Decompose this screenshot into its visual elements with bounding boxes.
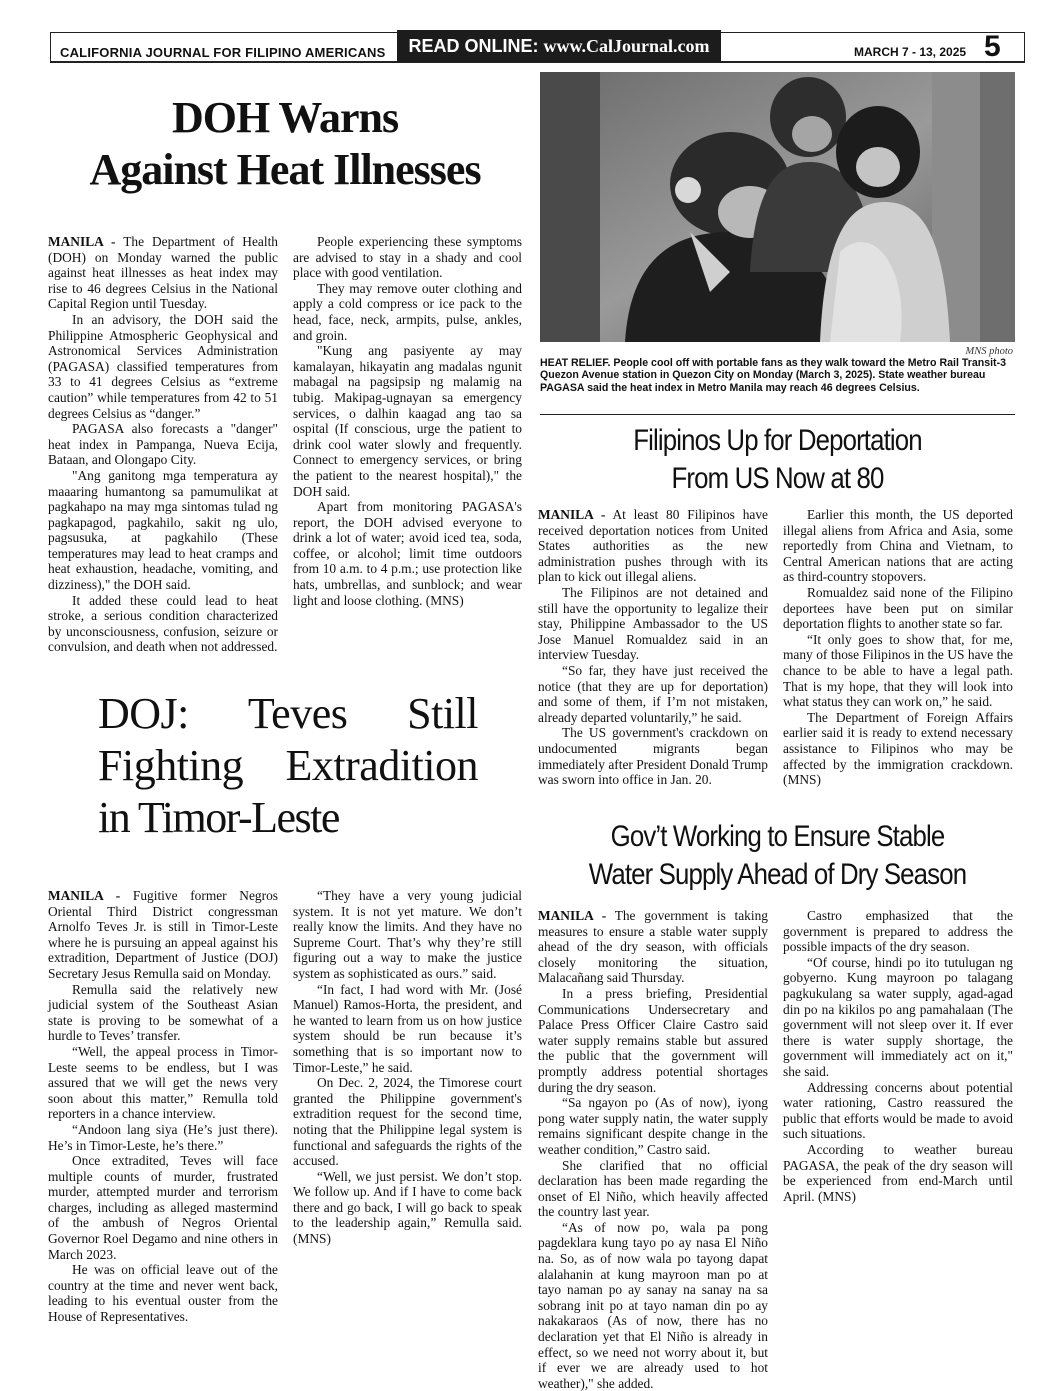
doj-headline: [98, 688, 478, 844]
doj-paragraph-4: “Andoon lang siya (He’s just there). He’s in Timor-Leste, he’s there.”: [48, 1121, 278, 1153]
deportation-paragraph-1: MANILA - At least 80 Filipinos have received deportation notices from United States authorities as the new administration pushes through with its plan to kick out illegal aliens.: [538, 507, 768, 585]
water-dateline: MANILA -: [538, 908, 607, 923]
water-headline: [573, 818, 982, 894]
water-paragraph-7: “Of course, hindi po ito tutulugan ng gobyerno. Kung mayroon po talagang pagkukulang sa water supply, agad-agad din po na kikilos po ang pamahalaan (The government will not sleep over it. If ever there is water supply shortage, the government will immediately act on it," she said.: [783, 954, 1013, 1079]
doh-article-column-1: [48, 234, 278, 655]
doh-headline: [40, 92, 530, 196]
read-online-banner[interactable]: [397, 30, 721, 62]
doj-paragraph-10: “Well, we just persist. We don’t stop. We follow up. And if I have to come back there and go back, I will go back to speak to the leadership again,” Remulla said. (MNS): [293, 1168, 522, 1247]
page-number: 5: [984, 30, 1001, 63]
caption-rule: [540, 414, 1015, 415]
deportation-paragraph-7: “It only goes to show that, for me, many of those Filipinos in the US have the chance to be able to have a legal path. That is my hope, that they will look into what status they can work on,” he said.: [783, 631, 1013, 710]
water-paragraph-3: “Sa ngayon po (As of now), iyong pong water supply natin, the water supply remains significant despite change in the weather condition,” Castro said.: [538, 1095, 768, 1157]
photo-credit: MNS photo: [965, 346, 1013, 357]
doj-headline-line-2: Fighting Extradition: [98, 741, 478, 790]
deportation-paragraph-6: Romualdez said none of the Filipino deportees have been put on similar deportation flights to another state so far.: [783, 584, 1013, 632]
heat-relief-photo: [540, 72, 1015, 342]
read-online-label: READ ONLINE:: [408, 36, 539, 56]
photo-caption: HEAT RELIEF. People cool off with portable fans as they walk toward the Metro Rail Transit-3 Quezon Avenue station in Quezon City on Monday (March 3, 2025). State weather bureau PAGASA said the heat index in Metro Manila may reach 46 degrees Celsius.: [540, 357, 1006, 394]
water-paragraph-1: MANILA - The government is taking measures to ensure a stable water supply ahead of the dry season, with officials closely monitoring the situation, Malacañang said Thursday.: [538, 908, 768, 986]
doj-paragraph-9: On Dec. 2, 2024, the Timorese court granted the Philippine government's extradition request for the second time, noting that the Philippine legal system is functional and safeguards the rights of the accused.: [293, 1075, 522, 1169]
publication-name: CALIFORNIA JOURNAL FOR FILIPINO AMERICANS: [60, 45, 386, 60]
doj-paragraph-7: “They have a very young judicial system. It is not yet mature. We don’t really know the limits. And they have no Supreme Court. That’s why they’re still figuring out a way to make the justice system as sophisticated as ours.” said.: [293, 888, 522, 981]
website-link[interactable]: www.CalJournal.com: [543, 36, 710, 56]
issue-date: MARCH 7 - 13, 2025: [854, 45, 967, 59]
deportation-article-column-2: [783, 507, 1013, 788]
doh-article-column-2: [293, 234, 522, 608]
doj-paragraph-8: “In fact, I had word with Mr. (José Manuel) Ramos-Horta, the president, and he wanted to learn from us on how justice system should be run because it’s something that is so important now to Timor-Leste,” he said.: [293, 981, 522, 1075]
doh-paragraph-5: It added these could lead to heat stroke, a serious condition characterized by unconsciousness, confusion, seizure or convulsion, and death when not addressed.: [48, 592, 278, 655]
doh-paragraph-3: PAGASA also forecasts a "danger" heat index in Pampanga, Nueva Ecija, Bataan, and Olongapo City.: [48, 421, 278, 468]
doh-paragraph-6: People experiencing these symptoms are advised to stay in a shady and cool place with good ventilation.: [293, 234, 522, 281]
doh-headline-line-1: DOH Warns: [171, 93, 399, 142]
deportation-headline-line-1: Filipinos Up for Deportation: [633, 424, 922, 457]
water-paragraph-5: “As of now po, wala pa pong pagdeklara kung tayo po ay nasa El Niño na. So, as of now wala po tayong dapat alalahanin at kung mayroon man po at tayo naman po ay sanay na sanay na sa sobrang init po at tayo naman din po ay nakakaraos (As of now, there has no declaration yet that El Niño is already in effect, so we need not worry about it, but if ever we are already used to hot weather)," she added.: [538, 1219, 768, 1391]
water-paragraph-8: Addressing concerns about potential water rationing, Castro reassured the public that efforts would be made to avoid such situations.: [783, 1079, 1013, 1142]
doj-article-column-1: [48, 888, 278, 1325]
doh-paragraph-4: "Ang ganitong mga temperatura ay maaaring humantong sa pamumulikat at pagkahapo na may mga sintomas tulad ng pagkapagod, pagkahilo, sakit ng ulo, pagsusuka, at pagkahilo (These temperatures may lead to heat cramps and heat exhaustion, headache, vomiting, and dizziness)," the DOH said.: [48, 467, 278, 593]
doj-paragraph-1: MANILA - Fugitive former Negros Oriental Third District congressman Arnolfo Teves Jr. is still in Timor-Leste where he is pursuing an appeal against his extradition, Department of Justice (DOJ) Secretary Jesus Remulla said on Monday.: [48, 888, 278, 981]
water-article-column-1: [538, 908, 768, 1391]
doh-dateline: MANILA -: [48, 234, 116, 249]
deportation-paragraph-4: The US government's crackdown on undocumented migrants began immediately after President Donald Trump was sworn into office in Jan. 20.: [538, 725, 768, 788]
photo-illustration: [540, 72, 1015, 342]
water-paragraph-6: Castro emphasized that the government is prepared to address the possible impacts of the dry season.: [783, 908, 1013, 955]
doh-paragraph-7: They may remove outer clothing and apply a cold compress or ice pack to the head, face, neck, armpits, pulse, ankles, and groin.: [293, 280, 522, 343]
deportation-paragraph-3: “So far, they have just received the notice (that they are up for deportation) and some of them, if I’m not mistaken, already departed voluntarily,” he said.: [538, 662, 768, 725]
deportation-paragraph-8: The Department of Foreign Affairs earlier said it is ready to extend necessary assistance to Filipinos who may be affected by the immigration crackdown. (MNS): [783, 709, 1013, 788]
masthead-right-border: [1024, 32, 1025, 61]
masthead-left-border: [50, 32, 51, 61]
water-article-column-2: [783, 908, 1013, 1204]
doj-paragraph-6: He was on official leave out of the country at the time and never went back, leading to his eventual ouster from the House of Representatives.: [48, 1262, 278, 1325]
doh-paragraph-1: MANILA - The Department of Health (DOH) on Monday warned the public against heat illnesses as heat index may rise to 46 degrees Celsius in the National Capital Region until Tuesday.: [48, 234, 278, 312]
doj-headline-line-3: in Timor-Leste: [98, 793, 339, 842]
water-headline-line-2: Water Supply Ahead of Dry Season: [588, 858, 967, 891]
doh-paragraph-9: Apart from monitoring PAGASA's report, the DOH advised everyone to drink a lot of water; avoid iced tea, soda, coffee, or alcohol; limit time outdoors from 10 a.m. to 4 p.m.; use protection like hats, umbrellas, and sunblock; and wear light and loose clothing. (MNS): [293, 499, 522, 608]
deportation-headline-line-2: From US Now at 80: [671, 462, 884, 495]
deportation-dateline: MANILA -: [538, 507, 606, 522]
doj-paragraph-2: Remulla said the relatively new judicial system of the Southeast Asian state is proving to be somewhat of a hurdle to Teves’ transfer.: [48, 981, 278, 1044]
water-paragraph-4: She clarified that no official declaration has been made regarding the onset of El Niño, which heavily affected the country last year.: [538, 1157, 768, 1220]
doj-dateline: MANILA -: [48, 888, 121, 903]
doh-paragraph-8: "Kung ang pasiyente ay may kamalayan, hikayatin ang madalas ngunit mabagal na pagsipsip ng malamig na tubig. Makipag-ugnayan sa emergency services, o dalhin kaagad ang tao sa ospital (If conscious, urge the patient to drink cool water slowly and frequently. Connect to emergency services, or bring the patient to the nearest hospital)," the DOH said.: [293, 343, 522, 499]
doj-article-column-2: [293, 888, 522, 1247]
water-headline-line-1: Gov’t Working to Ensure Stable: [610, 820, 945, 853]
water-paragraph-2: In a press briefing, Presidential Communications Undersecretary and Palace Press Officer Claire Castro said water supply remains stable but assured the public that the government will promptly address potential shortages during the dry season.: [538, 985, 768, 1095]
deportation-headline: [573, 422, 982, 498]
water-paragraph-9: According to weather bureau PAGASA, the peak of the dry season will be experienced from end-March until April. (MNS): [783, 1141, 1013, 1204]
doj-paragraph-5: Once extradited, Teves will face multiple counts of murder, frustrated murder, attempted murder and terrorism charges, including as alleged mastermind of the ambush of Negros Oriental Governor Roel Degamo and nine others in March 2023.: [48, 1153, 278, 1262]
deportation-paragraph-2: The Filipinos are not detained and still have the opportunity to legalize their stay, Philippine Ambassador to the US Jose Manuel Romualdez said in an interview Tuesday.: [538, 584, 768, 663]
doj-headline-line-1: DOJ: Teves Still: [98, 689, 478, 738]
deportation-article-column-1: [538, 507, 768, 788]
doh-headline-line-2: Against Heat Illnesses: [89, 145, 481, 194]
doh-paragraph-2: In an advisory, the DOH said the Philippine Atmospheric Geophysical and Astronomical Services Administration (PAGASA) classified temperatures from 33 to 41 degrees Celsius as “extreme caution” while temperatures from 42 to 51 degrees Celsius as “danger.”: [48, 311, 278, 421]
deportation-paragraph-5: Earlier this month, the US deported illegal aliens from Africa and Asia, some reportedly from China and Vietnam, to Central American nations that are acting as third-country stopovers.: [783, 507, 1013, 585]
doj-paragraph-3: “Well, the appeal process in Timor-Leste seems to be endless, but I was assured that we will get the news very soon about this matter,” Remulla told reporters in a chance interview.: [48, 1043, 278, 1122]
